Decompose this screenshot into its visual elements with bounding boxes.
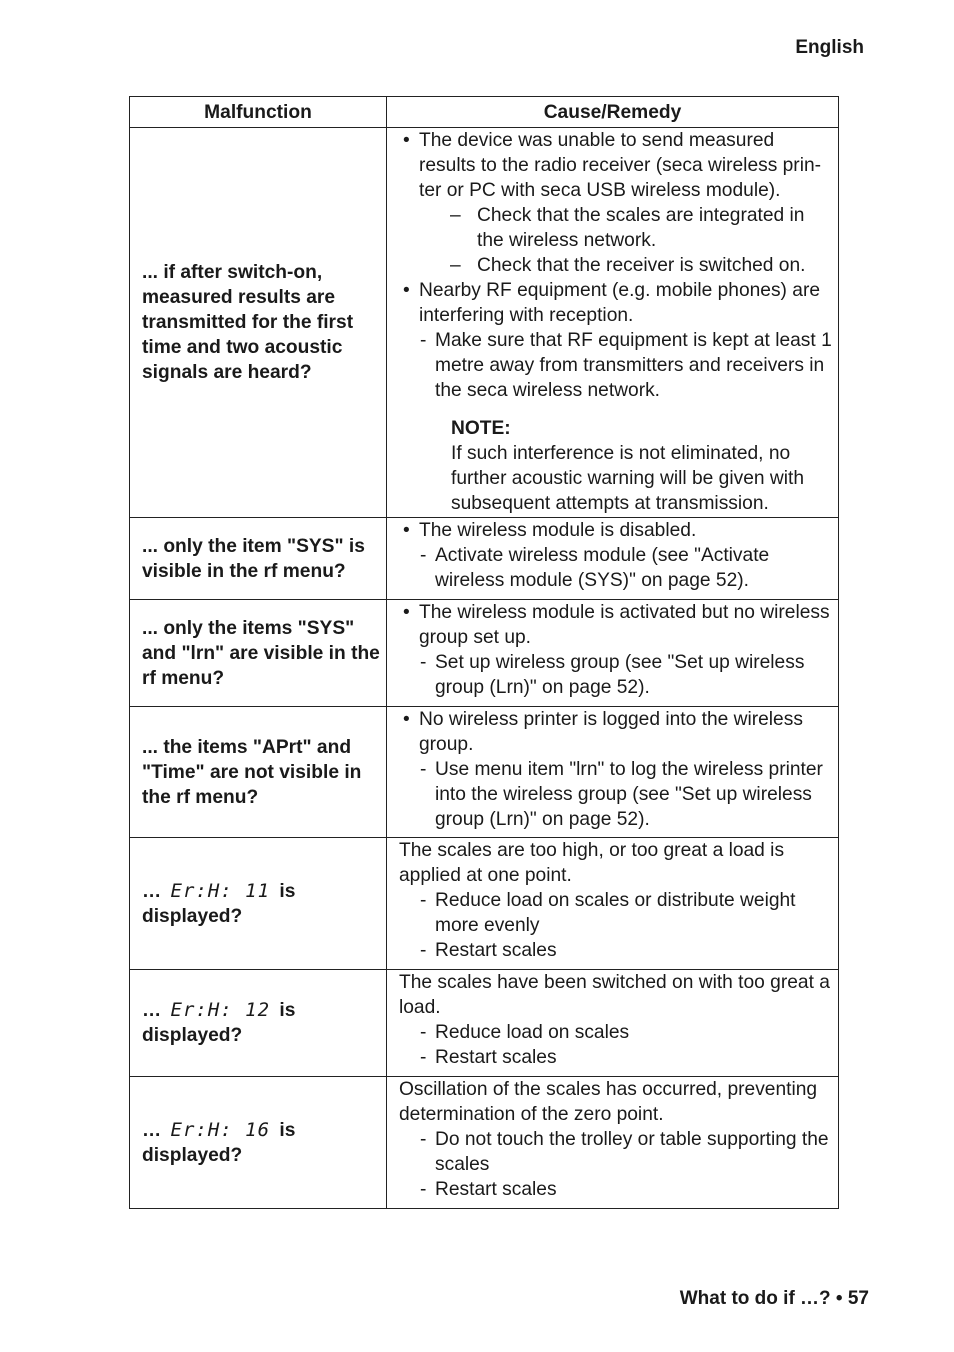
cause-text: Oscillation of the scales has occurred, preventing determination of the zero point. xyxy=(399,1079,818,1125)
column-header-cause-remedy: Cause/Remedy xyxy=(387,97,839,128)
malfunction-cell xyxy=(130,707,387,838)
note-block xyxy=(399,416,835,516)
table-row xyxy=(130,838,839,970)
remedy-cell xyxy=(387,1077,839,1209)
cause-bullet: • The device was unable to send measured results to the radio receiver (seca wireless prin-ter or PC with seca USB wireless module). xyxy=(399,128,835,203)
remedy-cell xyxy=(387,707,839,838)
remedy-item: - Reduce load on scales xyxy=(399,1020,835,1045)
language-label: English xyxy=(795,37,864,58)
table-header-row xyxy=(130,97,839,128)
remedy-item: - Reduce load on scales or distribute weight more evenly xyxy=(399,888,835,938)
ellipsis: … xyxy=(142,1119,162,1141)
malfunction-text: ... the items "APrt" and "Time" are not visible in the rf menu? xyxy=(142,736,362,808)
table-row xyxy=(130,1077,839,1209)
page-footer: What to do if …? • 57 xyxy=(679,1288,869,1309)
remedy-item: - Make sure that RF equipment is kept at least 1 metre away from transmitters and receivers in the seca wireless network. xyxy=(399,328,835,403)
table-row xyxy=(130,128,839,518)
troubleshooting-table xyxy=(129,96,839,1209)
remedy-item: - Restart scales xyxy=(399,1177,835,1202)
remedy-item: - Use menu item "lrn" to log the wireless printer into the wireless group (see "Set up wireless group (Lrn)" on page 52). xyxy=(399,757,835,832)
malfunction-cell xyxy=(130,970,387,1077)
cause-text: The scales are too high, or too great a load is applied at one point. xyxy=(399,840,785,886)
ellipsis: … xyxy=(142,1000,162,1021)
cause-bullet: • The wireless module is activated but no wireless group set up. xyxy=(399,600,835,650)
table-row xyxy=(130,600,839,707)
malfunction-text: is displayed? xyxy=(142,1119,296,1166)
remedy-item: - Restart scales xyxy=(399,938,835,963)
malfunction-cell xyxy=(130,1077,387,1209)
error-code: Er:H: 12 xyxy=(170,999,271,1021)
remedy-sub-item: – Check that the scales are integrated in the wireless network. xyxy=(399,203,835,253)
malfunction-text: is displayed? xyxy=(142,1000,296,1046)
remedy-sub-item: – Check that the receiver is switched on. xyxy=(399,253,835,278)
note-text: If such interference is not eliminated, no further acoustic warning will be given with subsequent attempts at transmission. xyxy=(451,443,805,514)
remedy-cell xyxy=(387,600,839,707)
malfunction-text: ... only the item "SYS" is visible in the rf menu? xyxy=(142,535,365,582)
remedy-item: - Activate wireless module (see "Activate wireless module (SYS)" on page 52). xyxy=(399,543,835,593)
table-row xyxy=(130,970,839,1077)
malfunction-cell xyxy=(130,600,387,707)
ellipsis: … xyxy=(142,880,162,902)
remedy-item: - Do not touch the trolley or table supporting the scales xyxy=(399,1127,835,1177)
error-code: Er:H: 16 xyxy=(170,1118,271,1141)
cause-bullet: • No wireless printer is logged into the wireless group. xyxy=(399,707,835,757)
malfunction-text: ... only the items "SYS" and "lrn" are visible in the rf menu? xyxy=(142,617,380,689)
column-header-malfunction: Malfunction xyxy=(130,97,387,128)
note-title: NOTE: xyxy=(451,418,511,439)
table-row xyxy=(130,707,839,838)
remedy-item: - Restart scales xyxy=(399,1045,835,1070)
cause-text: The scales have been switched on with too great a load. xyxy=(399,972,830,1018)
malfunction-cell xyxy=(130,518,387,600)
malfunction-text: is displayed? xyxy=(142,880,296,927)
remedy-item: - Set up wireless group (see "Set up wireless group (Lrn)" on page 52). xyxy=(399,650,835,700)
error-code: Er:H: 11 xyxy=(170,879,271,902)
remedy-cell xyxy=(387,128,839,518)
malfunction-cell xyxy=(130,128,387,518)
remedy-cell xyxy=(387,970,839,1077)
malfunction-cell xyxy=(130,838,387,970)
remedy-cell xyxy=(387,518,839,600)
table-row xyxy=(130,518,839,600)
cause-bullet: • Nearby RF equipment (e.g. mobile phones) are interfering with reception. xyxy=(399,278,835,328)
remedy-cell xyxy=(387,838,839,970)
malfunction-text: ... if after switch-on, measured results are transmitted for the first time and two acoustic signals are heard? xyxy=(142,262,354,383)
cause-bullet: • The wireless module is disabled. xyxy=(399,518,835,543)
